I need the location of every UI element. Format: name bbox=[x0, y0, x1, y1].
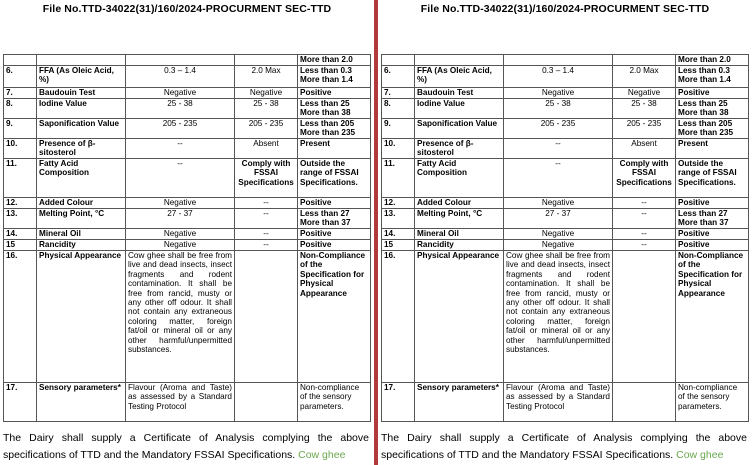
range-cell: Negative bbox=[126, 240, 235, 251]
file-number-header: File No.TTD-34022(31)/160/2024-PROCURMENT SEC-TTD bbox=[420, 3, 710, 15]
parameter-cell: Presence of β-sitosterol bbox=[415, 139, 504, 159]
table-row bbox=[382, 119, 749, 139]
table-row bbox=[382, 99, 749, 119]
range-cell: -- bbox=[504, 159, 613, 198]
range-cell: 0.3 – 1.4 bbox=[504, 66, 613, 88]
table-row bbox=[4, 229, 371, 240]
table-row bbox=[382, 251, 749, 383]
standard-cell bbox=[613, 251, 676, 383]
standard-cell: 25 - 38 bbox=[235, 99, 298, 119]
adulteration-cell: Non-compliance of the sensory parameters. bbox=[298, 383, 371, 422]
table-row bbox=[4, 55, 371, 66]
adulteration-cell: Less than 205 More than 235 bbox=[298, 119, 371, 139]
parameter-cell: Saponification Value bbox=[37, 119, 126, 139]
range-cell: 25 - 38 bbox=[504, 99, 613, 119]
row-number: 11. bbox=[4, 159, 37, 198]
adulteration-cell: Outside the range of FSSAI Specifications. bbox=[298, 159, 371, 198]
parameter-cell: Fatty Acid Composition bbox=[37, 159, 126, 198]
footer-text: The Dairy shall supply a Certificate of Analysis complying the above specifications of TTD and the Mandatory FSSAI Specifications. bbox=[381, 432, 747, 461]
table-row bbox=[4, 139, 371, 159]
parameter-cell: Rancidity bbox=[415, 240, 504, 251]
table-row bbox=[4, 240, 371, 251]
row-number: 9. bbox=[4, 119, 37, 139]
range-cell: Negative bbox=[504, 229, 613, 240]
parameter-cell bbox=[37, 55, 126, 66]
footer-paragraph bbox=[3, 430, 369, 464]
parameter-cell: Melting Point, °C bbox=[37, 209, 126, 229]
row-number: 15 bbox=[382, 240, 415, 251]
adulteration-cell: Less than 25 More than 38 bbox=[298, 99, 371, 119]
table-row bbox=[382, 55, 749, 66]
range-cell: 25 - 38 bbox=[126, 99, 235, 119]
table-row bbox=[382, 229, 749, 240]
standard-cell: Absent bbox=[613, 139, 676, 159]
range-cell: Negative bbox=[504, 198, 613, 209]
range-cell: 0.3 – 1.4 bbox=[126, 66, 235, 88]
standard-cell: -- bbox=[613, 229, 676, 240]
row-number: 7. bbox=[4, 88, 37, 99]
range-cell: Flavour (Aroma and Taste) as assessed by a Standard Testing Protocol bbox=[126, 383, 235, 422]
adulteration-cell: Less than 0.3 More than 1.4 bbox=[298, 66, 371, 88]
standard-cell bbox=[235, 251, 298, 383]
file-number-header: File No.TTD-34022(31)/160/2024-PROCURMENT SEC-TTD bbox=[42, 3, 332, 15]
standard-cell: Absent bbox=[235, 139, 298, 159]
parameter-cell: Added Colour bbox=[37, 198, 126, 209]
adulteration-cell: Less than 205 More than 235 bbox=[676, 119, 749, 139]
adulteration-cell: Less than 25 More than 38 bbox=[676, 99, 749, 119]
table-row bbox=[4, 209, 371, 229]
range-cell: Negative bbox=[126, 229, 235, 240]
adulteration-cell: Present bbox=[298, 139, 371, 159]
standard-cell: Negative bbox=[613, 88, 676, 99]
parameter-cell: Iodine Value bbox=[37, 99, 126, 119]
table-row bbox=[4, 198, 371, 209]
range-cell: 27 - 37 bbox=[504, 209, 613, 229]
row-number: 9. bbox=[382, 119, 415, 139]
table-row bbox=[382, 139, 749, 159]
range-cell: Negative bbox=[504, 240, 613, 251]
parameter-cell: Saponification Value bbox=[415, 119, 504, 139]
row-number: 17. bbox=[4, 383, 37, 422]
footer-text: The Dairy shall supply a Certificate of Analysis complying the above specifications of TTD and the Mandatory FSSAI Specifications. bbox=[3, 432, 369, 461]
standard-cell bbox=[613, 55, 676, 66]
standard-cell: Comply with FSSAI Specifications bbox=[235, 159, 298, 198]
document-page-right bbox=[378, 0, 756, 465]
range-cell: Negative bbox=[126, 198, 235, 209]
row-number bbox=[382, 55, 415, 66]
range-cell: Negative bbox=[126, 88, 235, 99]
table-row bbox=[382, 159, 749, 198]
parameter-cell: Sensory parameters* bbox=[37, 383, 126, 422]
parameter-cell: Mineral Oil bbox=[415, 229, 504, 240]
row-number: 12. bbox=[382, 198, 415, 209]
parameter-cell: Melting Point, °C bbox=[415, 209, 504, 229]
standard-cell: -- bbox=[235, 209, 298, 229]
adulteration-cell: Present bbox=[676, 139, 749, 159]
standard-cell: 2.0 Max bbox=[235, 66, 298, 88]
standard-cell bbox=[235, 55, 298, 66]
row-number: 14. bbox=[4, 229, 37, 240]
table-row bbox=[382, 240, 749, 251]
standard-cell: -- bbox=[235, 198, 298, 209]
adulteration-cell: Less than 27 More than 37 bbox=[676, 209, 749, 229]
row-number: 10. bbox=[382, 139, 415, 159]
table-row bbox=[4, 99, 371, 119]
parameter-cell: Iodine Value bbox=[415, 99, 504, 119]
footer-paragraph bbox=[381, 430, 747, 464]
range-cell bbox=[504, 55, 613, 66]
footer-highlight: Cow ghee bbox=[676, 449, 724, 461]
adulteration-cell: Less than 0.3 More than 1.4 bbox=[676, 66, 749, 88]
row-number: 12. bbox=[4, 198, 37, 209]
adulteration-cell: Positive bbox=[676, 198, 749, 209]
parameter-cell: Added Colour bbox=[415, 198, 504, 209]
table-row bbox=[4, 251, 371, 383]
standard-cell: 25 - 38 bbox=[613, 99, 676, 119]
adulteration-cell: Positive bbox=[676, 240, 749, 251]
range-cell: -- bbox=[126, 159, 235, 198]
adulteration-cell: Outside the range of FSSAI Specifications. bbox=[676, 159, 749, 198]
adulteration-cell: More than 2.0 bbox=[676, 55, 749, 66]
parameter-cell: Fatty Acid Composition bbox=[415, 159, 504, 198]
adulteration-cell: Non-compliance of the sensory parameters. bbox=[676, 383, 749, 422]
row-number: 6. bbox=[4, 66, 37, 88]
standard-cell: 205 - 235 bbox=[235, 119, 298, 139]
standard-cell: 2.0 Max bbox=[613, 66, 676, 88]
row-number: 10. bbox=[4, 139, 37, 159]
adulteration-cell: Positive bbox=[298, 240, 371, 251]
parameter-cell: Sensory parameters* bbox=[415, 383, 504, 422]
table-row bbox=[4, 119, 371, 139]
standard-cell: -- bbox=[235, 229, 298, 240]
range-cell: Negative bbox=[504, 88, 613, 99]
row-number: 14. bbox=[382, 229, 415, 240]
table-row bbox=[4, 383, 371, 422]
parameter-cell: FFA (As Oleic Acid, %) bbox=[415, 66, 504, 88]
standard-cell: -- bbox=[613, 209, 676, 229]
adulteration-cell: Non-Compliance of the Specification for Physical Appearance bbox=[676, 251, 749, 383]
parameter-cell: Physical Appearance bbox=[415, 251, 504, 383]
parameter-cell bbox=[415, 55, 504, 66]
table-row bbox=[4, 66, 371, 88]
adulteration-cell: Positive bbox=[298, 229, 371, 240]
table-row bbox=[382, 209, 749, 229]
table-row bbox=[382, 88, 749, 99]
table-row bbox=[382, 383, 749, 422]
row-number: 17. bbox=[382, 383, 415, 422]
standard-cell: -- bbox=[613, 198, 676, 209]
parameter-cell: Rancidity bbox=[37, 240, 126, 251]
parameter-cell: Presence of β-sitosterol bbox=[37, 139, 126, 159]
adulteration-cell: Less than 27 More than 37 bbox=[298, 209, 371, 229]
row-number bbox=[4, 55, 37, 66]
parameter-cell: Mineral Oil bbox=[37, 229, 126, 240]
range-cell: Cow ghee shall be free from live and dead insects, insect fragments and rodent contamination. It shall be free from rancid, musty or any other off odour. It shall not contain any extraneous coloring matter, foreign fat/oil or mineral oil or any other harmful/unpermitted substances. bbox=[126, 251, 235, 383]
adulteration-cell: Positive bbox=[298, 198, 371, 209]
adulteration-cell: More than 2.0 bbox=[298, 55, 371, 66]
standard-cell bbox=[613, 383, 676, 422]
parameter-cell: Baudouin Test bbox=[415, 88, 504, 99]
range-cell: -- bbox=[504, 139, 613, 159]
row-number: 6. bbox=[382, 66, 415, 88]
range-cell bbox=[126, 55, 235, 66]
row-number: 16. bbox=[4, 251, 37, 383]
row-number: 13. bbox=[382, 209, 415, 229]
row-number: 16. bbox=[382, 251, 415, 383]
row-number: 15 bbox=[4, 240, 37, 251]
range-cell: 205 - 235 bbox=[126, 119, 235, 139]
range-cell: Cow ghee shall be free from live and dead insects, insect fragments and rodent contamination. It shall be free from rancid, musty or any other off odour. It shall not contain any extraneous coloring matter, foreign fat/oil or mineral oil or any other harmful/unpermitted substances. bbox=[504, 251, 613, 383]
row-number: 7. bbox=[382, 88, 415, 99]
standard-cell: -- bbox=[613, 240, 676, 251]
standard-cell: Negative bbox=[235, 88, 298, 99]
standard-cell: Comply with FSSAI Specifications bbox=[613, 159, 676, 198]
adulteration-cell: Positive bbox=[676, 229, 749, 240]
standard-cell bbox=[235, 383, 298, 422]
row-number: 11. bbox=[382, 159, 415, 198]
standard-cell: 205 - 235 bbox=[613, 119, 676, 139]
footer-highlight: Cow ghee bbox=[298, 449, 346, 461]
standard-cell: -- bbox=[235, 240, 298, 251]
table-row bbox=[382, 198, 749, 209]
parameter-cell: FFA (As Oleic Acid, %) bbox=[37, 66, 126, 88]
row-number: 8. bbox=[4, 99, 37, 119]
table-row bbox=[382, 66, 749, 88]
specification-table bbox=[3, 54, 371, 422]
table-row bbox=[4, 88, 371, 99]
parameter-cell: Physical Appearance bbox=[37, 251, 126, 383]
row-number: 8. bbox=[382, 99, 415, 119]
row-number: 13. bbox=[4, 209, 37, 229]
specification-table bbox=[381, 54, 749, 422]
adulteration-cell: Non-Compliance of the Specification for Physical Appearance bbox=[298, 251, 371, 383]
adulteration-cell: Positive bbox=[676, 88, 749, 99]
table-row bbox=[4, 159, 371, 198]
adulteration-cell: Positive bbox=[298, 88, 371, 99]
range-cell: -- bbox=[126, 139, 235, 159]
range-cell: Flavour (Aroma and Taste) as assessed by a Standard Testing Protocol bbox=[504, 383, 613, 422]
range-cell: 27 - 37 bbox=[126, 209, 235, 229]
range-cell: 205 - 235 bbox=[504, 119, 613, 139]
parameter-cell: Baudouin Test bbox=[37, 88, 126, 99]
